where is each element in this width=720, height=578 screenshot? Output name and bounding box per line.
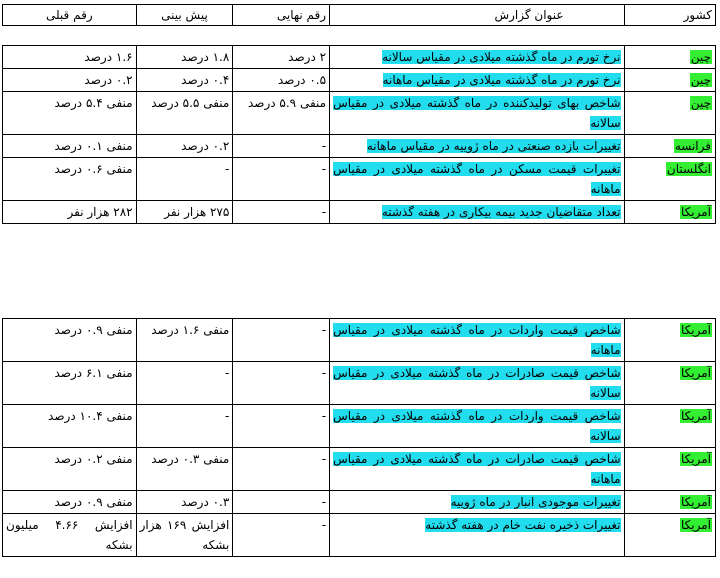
report-title: تغییرات ذخیره نفت خام در هفته گذشته bbox=[425, 518, 621, 532]
country-cell bbox=[624, 92, 715, 135]
country-label: آمریکا bbox=[680, 495, 711, 509]
report-title: شاخص قیمت صادرات در ماه گذشته میلادی در مقیاس سالانه bbox=[333, 366, 621, 400]
final-value: - bbox=[233, 514, 330, 557]
header-row bbox=[3, 5, 716, 26]
country-label: چین bbox=[690, 73, 711, 87]
country-label: فرانسه bbox=[674, 139, 711, 153]
country-cell bbox=[624, 491, 715, 514]
previous-value: منفی ۰.۱ درصد bbox=[3, 135, 137, 158]
final-value: ۰.۵ درصد bbox=[233, 69, 330, 92]
report-title-cell bbox=[330, 319, 624, 362]
report-title: نرخ تورم در ماه گذشته میلادی در مقیاس ماهانه bbox=[382, 73, 621, 87]
table-row bbox=[3, 135, 716, 158]
previous-value: منفی ۱۰.۴ درصد bbox=[3, 405, 137, 448]
table-row bbox=[3, 319, 716, 362]
table-row bbox=[3, 69, 716, 92]
previous-value: منفی ۰.۹ درصد bbox=[3, 319, 137, 362]
forecast-value: ۲۷۵ هزار نفر bbox=[136, 201, 233, 224]
report-title-cell bbox=[330, 69, 624, 92]
previous-value: منفی ۰.۶ درصد bbox=[3, 158, 137, 201]
final-value: - bbox=[233, 491, 330, 514]
header-final: رقم نهایی bbox=[233, 5, 330, 26]
previous-value: منفی ۵.۴ درصد bbox=[3, 92, 137, 135]
country-label: چین bbox=[690, 96, 711, 110]
header-previous: رقم قبلی bbox=[3, 5, 137, 26]
report-title-cell bbox=[330, 135, 624, 158]
country-cell bbox=[624, 362, 715, 405]
report-title-cell bbox=[330, 92, 624, 135]
forecast-value: - bbox=[136, 362, 233, 405]
table-row bbox=[3, 46, 716, 69]
report-title: نرخ تورم در ماه گذشته میلادی در مقیاس سالانه bbox=[382, 50, 621, 64]
forecast-value: افزایش ۱۶۹ هزار بشکه bbox=[136, 514, 233, 557]
table-row bbox=[3, 491, 716, 514]
country-label: آمریکا bbox=[680, 366, 711, 380]
previous-value: منفی ۶.۱ درصد bbox=[3, 362, 137, 405]
header-title: عنوان گزارش bbox=[330, 5, 624, 26]
report-table-2 bbox=[2, 318, 716, 557]
report-title: تغییرات بازده صنعتی در ماه ژوییه در مقیاس ماهانه bbox=[366, 139, 621, 153]
final-value: - bbox=[233, 158, 330, 201]
final-value: - bbox=[233, 448, 330, 491]
report-title-cell bbox=[330, 448, 624, 491]
report-title: شاخص بهای تولیدکننده در ماه گذشته میلادی در مقیاس سالانه bbox=[333, 96, 621, 130]
forecast-value: منفی ۰.۳ درصد bbox=[136, 448, 233, 491]
report-title: تغییرات قیمت مسکن در ماه گذشته میلادی در مقیاس ماهانه bbox=[333, 162, 621, 196]
header-forecast: پیش بینی bbox=[136, 5, 233, 26]
country-cell bbox=[624, 405, 715, 448]
country-label: آمریکا bbox=[680, 409, 711, 423]
report-title: شاخص قیمت واردات در ماه گذشته میلادی در مقیاس ماهانه bbox=[333, 323, 621, 357]
country-label: چین bbox=[690, 50, 711, 64]
previous-value: منفی ۰.۹ درصد bbox=[3, 491, 137, 514]
country-label: انگلستان bbox=[666, 162, 711, 176]
table-row bbox=[3, 448, 716, 491]
final-value: - bbox=[233, 201, 330, 224]
report-title-cell bbox=[330, 201, 624, 224]
table-row bbox=[3, 405, 716, 448]
forecast-value: ۰.۲ درصد bbox=[136, 135, 233, 158]
forecast-value: ۱.۸ درصد bbox=[136, 46, 233, 69]
forecast-value: - bbox=[136, 158, 233, 201]
report-title-cell bbox=[330, 491, 624, 514]
table-row bbox=[3, 514, 716, 557]
country-cell bbox=[624, 201, 715, 224]
report-title: تغییرات موجودی انبار در ماه ژوییه bbox=[450, 495, 621, 509]
final-value: ۲ درصد bbox=[233, 46, 330, 69]
report-title-cell bbox=[330, 158, 624, 201]
report-title-cell bbox=[330, 46, 624, 69]
header-country: کشور bbox=[624, 5, 715, 26]
report-title-cell bbox=[330, 362, 624, 405]
forecast-value: ۰.۴ درصد bbox=[136, 69, 233, 92]
final-value: - bbox=[233, 319, 330, 362]
country-label: آمریکا bbox=[680, 205, 711, 219]
forecast-value: منفی ۵.۵ درصد bbox=[136, 92, 233, 135]
previous-value: ۰.۲ درصد bbox=[3, 69, 137, 92]
table-row bbox=[3, 158, 716, 201]
final-value: - bbox=[233, 135, 330, 158]
previous-value: ۱.۶ درصد bbox=[3, 46, 137, 69]
final-value: - bbox=[233, 362, 330, 405]
country-cell bbox=[624, 448, 715, 491]
previous-value: افزایش ۴.۶۶ میلیون بشکه bbox=[3, 514, 137, 557]
previous-value: ۲۸۲ هزار نفر bbox=[3, 201, 137, 224]
country-cell bbox=[624, 319, 715, 362]
final-value: منفی ۵.۹ درصد bbox=[233, 92, 330, 135]
country-label: آمریکا bbox=[680, 323, 711, 337]
country-cell bbox=[624, 514, 715, 557]
country-cell bbox=[624, 69, 715, 92]
header-table bbox=[2, 4, 716, 26]
country-label: آمریکا bbox=[680, 518, 711, 532]
country-label: آمریکا bbox=[680, 452, 711, 466]
table-row bbox=[3, 92, 716, 135]
report-title: تعداد متقاضیان جدید بیمه بیکاری در هفته گذشته bbox=[381, 205, 621, 219]
table-row bbox=[3, 362, 716, 405]
forecast-value: - bbox=[136, 405, 233, 448]
forecast-value: ۰.۳ درصد bbox=[136, 491, 233, 514]
forecast-value: منفی ۱.۶ درصد bbox=[136, 319, 233, 362]
report-title-cell bbox=[330, 405, 624, 448]
report-title: شاخص قیمت واردات در ماه گذشته میلادی در مقیاس سالانه bbox=[333, 409, 621, 443]
country-cell bbox=[624, 46, 715, 69]
country-cell bbox=[624, 135, 715, 158]
country-cell bbox=[624, 158, 715, 201]
report-table-1 bbox=[2, 45, 716, 224]
report-title: شاخص قیمت صادرات در ماه گذشته میلادی در مقیاس ماهانه bbox=[333, 452, 621, 486]
table-row bbox=[3, 201, 716, 224]
report-title-cell bbox=[330, 514, 624, 557]
final-value: - bbox=[233, 405, 330, 448]
previous-value: منفی ۰.۲ درصد bbox=[3, 448, 137, 491]
